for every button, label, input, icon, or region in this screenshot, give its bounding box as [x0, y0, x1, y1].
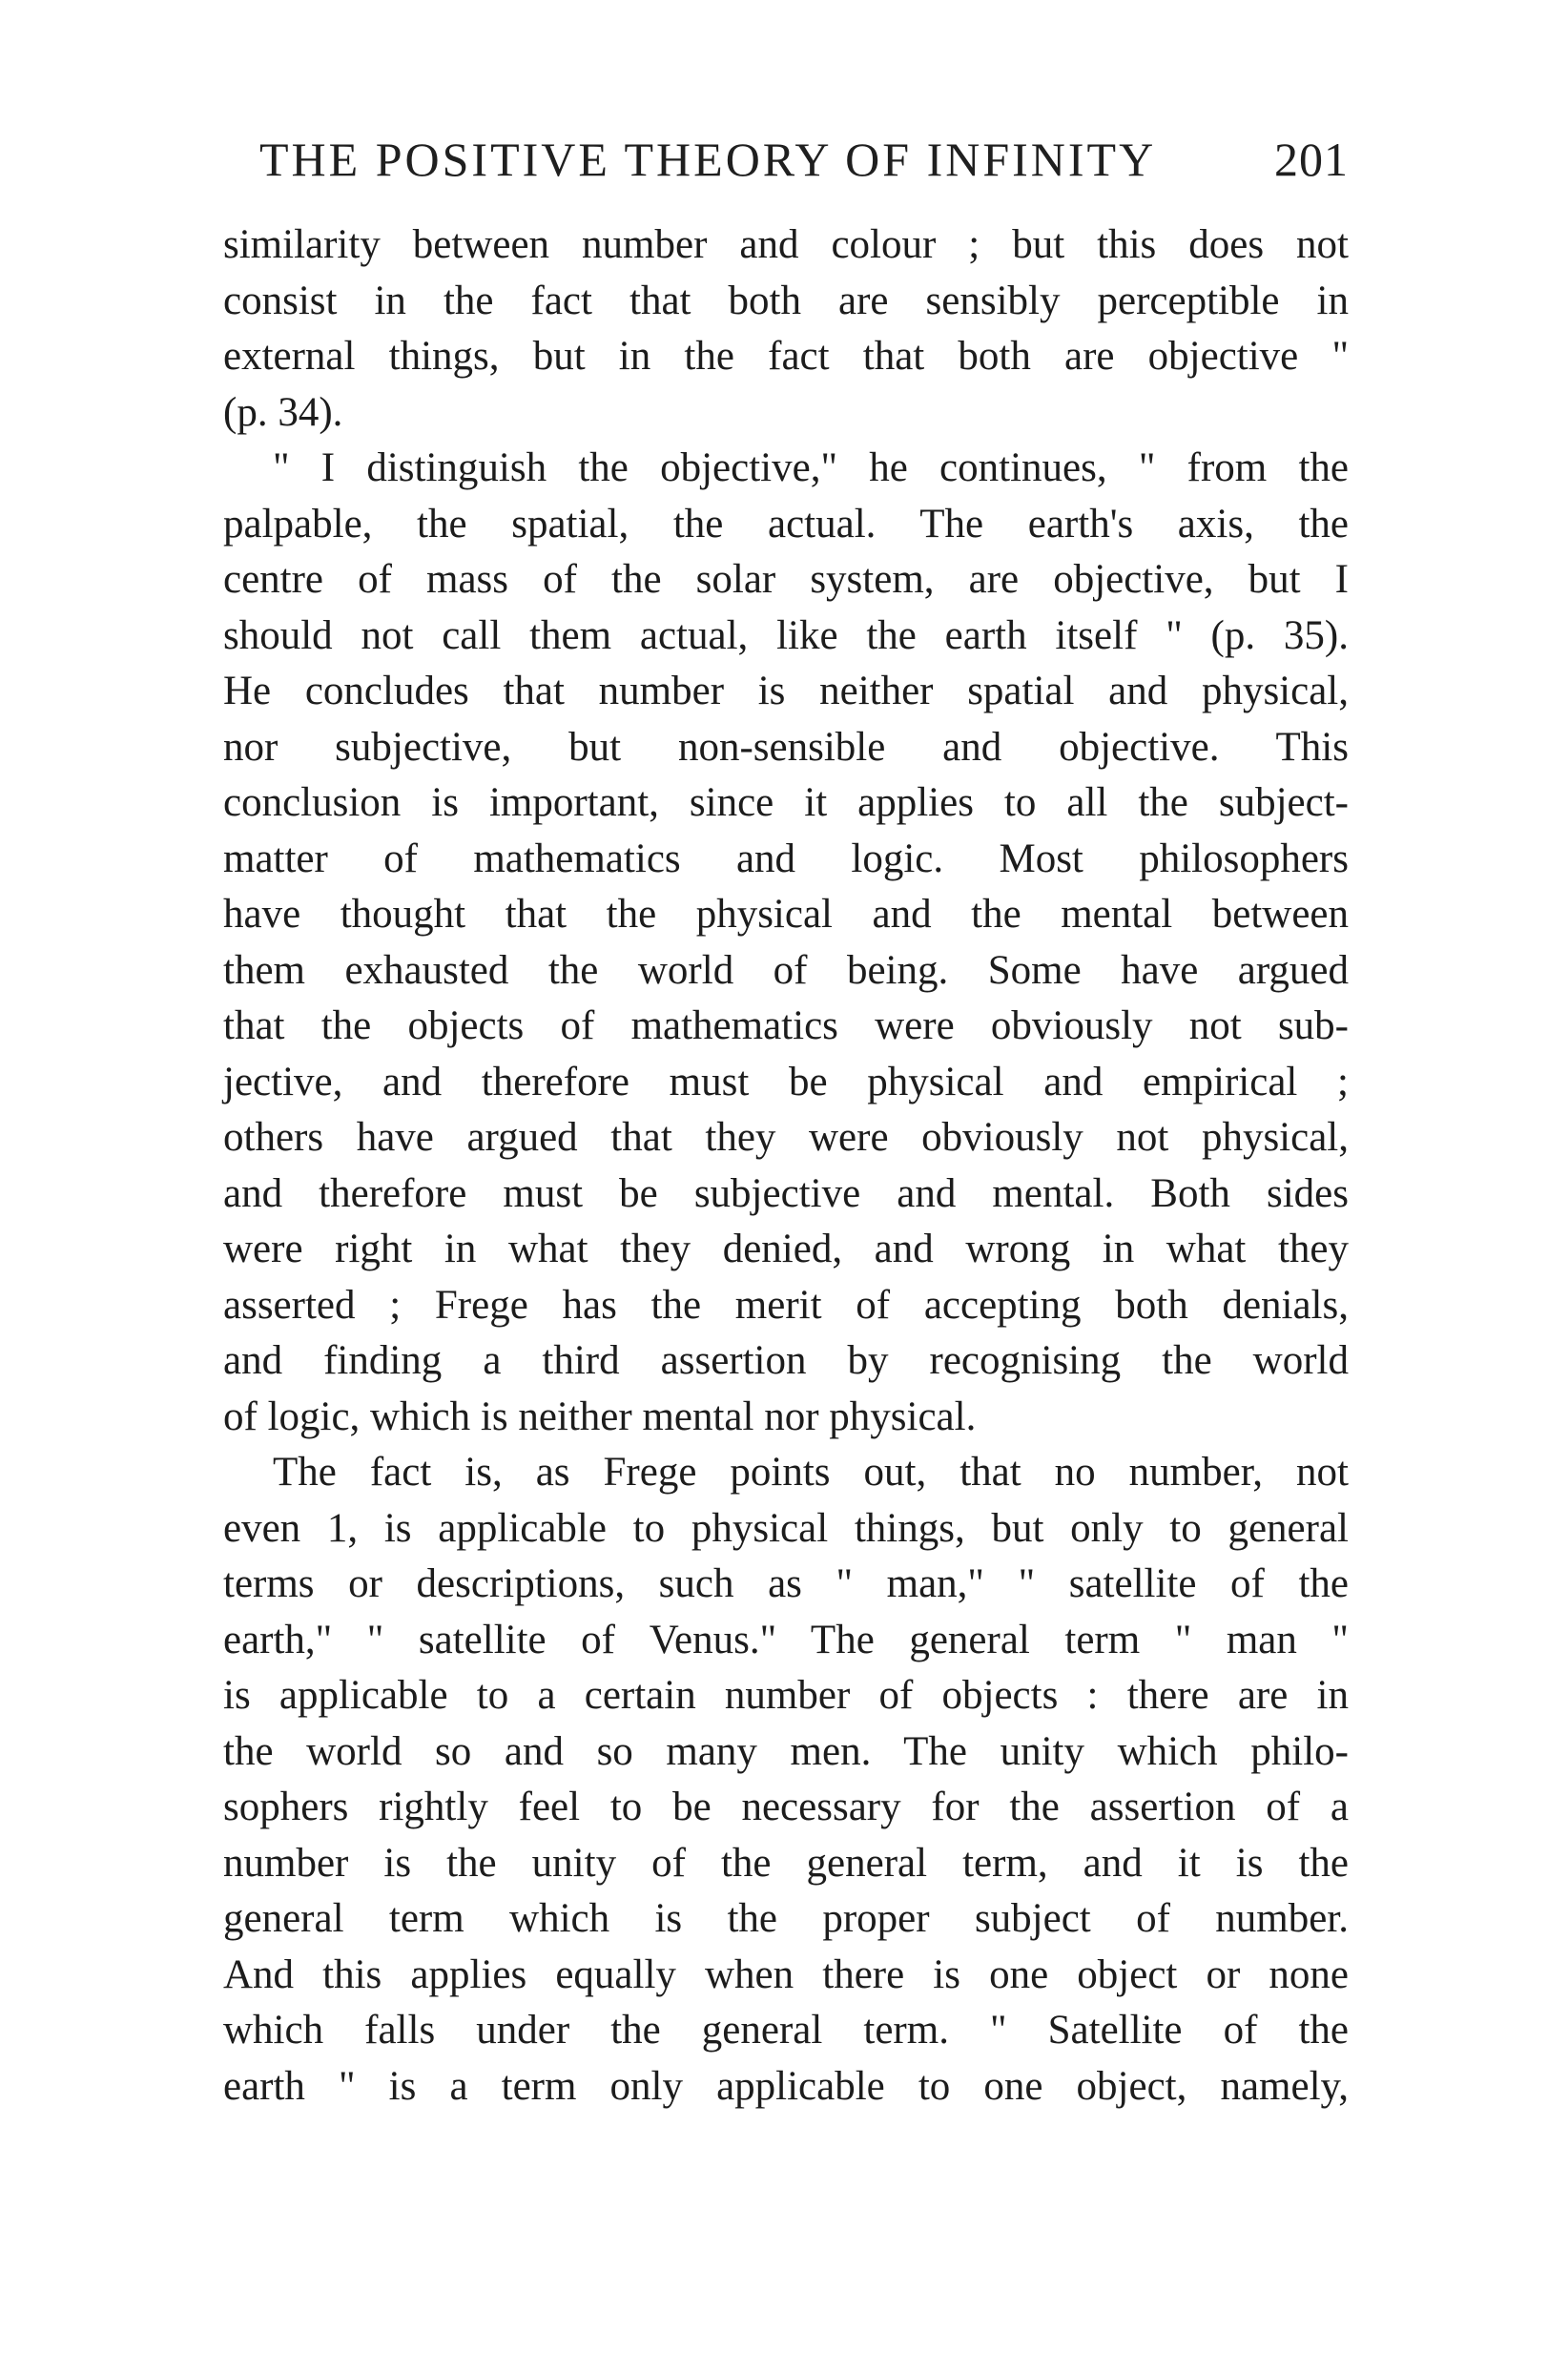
text-line: and finding a third assertion by recognising the world	[223, 1338, 1349, 1383]
text-line: asserted ; Frege has the merit of accepting both denials,	[223, 1282, 1349, 1328]
text-line: conclusion is important, since it applies to all the subject-	[223, 780, 1349, 825]
text-line: is applicable to a certain number of objects : there are in	[223, 1673, 1349, 1718]
text-line: that the objects of mathematics were obviously not sub-	[223, 1003, 1349, 1048]
text-line: He concludes that number is neither spatial and physical,	[223, 669, 1349, 713]
text-line: " I distinguish the objective," he continues, " from the	[273, 445, 1349, 490]
text-line: nor subjective, but non-sensible and objective. This	[223, 724, 1349, 770]
text-line: (p. 34).	[223, 389, 343, 435]
text-line: of logic, which is neither mental nor physical.	[223, 1393, 977, 1439]
running-head-title: THE POSITIVE THEORY OF INFINITY	[259, 133, 1157, 186]
page-number: 201	[1274, 133, 1349, 186]
text-line: centre of mass of the solar system, are objective, but I	[223, 557, 1349, 602]
text-line: jective, and therefore must be physical and empirical ;	[223, 1059, 1349, 1104]
text-line: And this applies equally when there is one object or none	[223, 1951, 1349, 1997]
text-line: were right in what they denied, and wrong in what they	[223, 1227, 1349, 1271]
text-line: consist in the fact that both are sensibly perceptible in	[223, 278, 1349, 323]
text-line: have thought that the physical and the mental between	[223, 892, 1349, 937]
text-line: terms or descriptions, such as " man," " satellite of the	[223, 1561, 1349, 1606]
text-line: general term which is the proper subject of number.	[223, 1896, 1349, 1941]
text-line: The fact is, as Frege points out, that no number, not	[273, 1450, 1349, 1495]
body-text	[223, 217, 1349, 2115]
text-line: which falls under the general term. " Satellite of the	[223, 2008, 1349, 2053]
text-line: external things, but in the fact that both are objective "	[223, 334, 1349, 379]
text-line: and therefore must be subjective and mental. Both sides	[223, 1170, 1349, 1216]
text-line: sophers rightly feel to be necessary for the assertion of a	[223, 1785, 1349, 1829]
text-line: even 1, is applicable to physical things, but only to general	[223, 1505, 1349, 1551]
text-line: similarity between number and colour ; but this does not	[223, 222, 1349, 267]
text-line: the world so and so many men. The unity which philo-	[223, 1728, 1349, 1774]
running-head	[259, 132, 1349, 187]
text-line: earth," " satellite of Venus." The general term " man "	[223, 1617, 1349, 1662]
text-line: matter of mathematics and logic. Most philosophers	[223, 836, 1349, 881]
text-line: number is the unity of the general term, and it is the	[223, 1840, 1349, 1886]
text-line: earth " is a term only applicable to one object, namely,	[223, 2063, 1349, 2109]
text-line: others have argued that they were obviously not physical,	[223, 1115, 1349, 1160]
text-line: should not call them actual, like the earth itself " (p. 35).	[223, 612, 1349, 658]
text-line: palpable, the spatial, the actual. The earth's axis, the	[223, 501, 1349, 547]
text-line: them exhausted the world of being. Some have argued	[223, 947, 1349, 993]
